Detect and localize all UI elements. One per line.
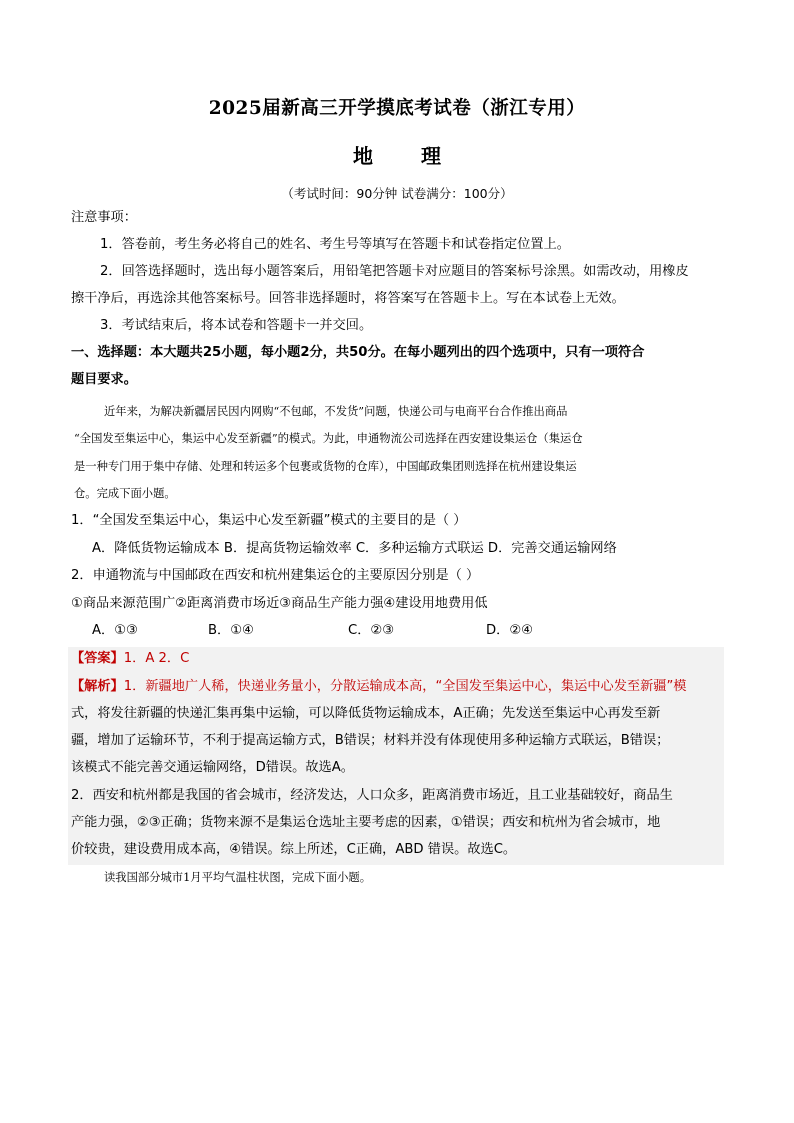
analysis-line-5: 2．西安和杭州都是我国的省会城市，经济发达，人口众多，距离消费市场近，且工业基础较好，商品生	[71, 788, 673, 803]
material-2-line-1: 读我国部分城市1月平均气温柱状图，完成下面小题。	[104, 871, 372, 884]
notes-item-2-line-1: 2．回答选择题时，选出每小题答案后，用铅笔把答题卡对应题目的答案标号涂黑。如需改动，用橡皮	[100, 264, 689, 279]
question-1-options: A．降低货物运输成本 B．提高货物运输效率 C．多种运输方式联运 D．完善交通运输网络	[92, 541, 617, 556]
question-2-statements: ①商品来源范围广②距离消费市场近③商品生产能力强④建设用地费用低	[71, 596, 488, 611]
analysis-label: 【解析】	[71, 679, 124, 694]
question-2-option-d: D．②④	[486, 623, 533, 638]
subject-title	[0, 140, 794, 169]
material-1-line-4: 仓。完成下面小题。	[74, 487, 176, 500]
answer-label: 【答案】	[71, 651, 124, 666]
analysis-line-6: 产能力强，②③正确；货物来源不是集运仓选址主要考虑的因素，①错误；西安和杭州为省会城市，地	[71, 815, 661, 830]
material-1-line-1: 近年来，为解决新疆居民因内网购“不包邮，不发货”问题，快递公司与电商平台合作推出商品	[104, 405, 568, 418]
analysis-line-3: 疆，增加了运输环节，不利于提高运输方式，B错误；材料并没有体现使用多种运输方式联运，B错误；	[71, 733, 670, 748]
analysis-text-1: 1．新疆地广人稀，快递业务量小，分散运输成本高，“全国发至集运中心，集运中心发至新疆”模	[123, 679, 687, 694]
notes-heading: 注意事项：	[71, 210, 137, 225]
analysis-line-4: 该模式不能完善交通运输网络，D错误。故选A。	[71, 760, 354, 775]
question-2-option-c: C．②③	[348, 623, 395, 638]
question-2-option-a: A．①③	[92, 623, 138, 638]
section-1-heading-line-1: 一、选择题：本大题共25小题，每小题2分，共50分。在每小题列出的四个选项中，只有一项符合	[71, 345, 645, 360]
question-1-stem: 1．“全国发至集运中心，集运中心发至新疆”模式的主要目的是（ ）	[71, 513, 467, 528]
exam-title: 2025届新高三开学摸底考试卷（浙江专用）	[208, 98, 586, 119]
section-1-heading-line-2: 题目要求。	[71, 372, 137, 387]
analysis-line-7: 价较贵，建设费用成本高，④错误。综上所述，C正确，ABD 错误。故选C。	[71, 842, 517, 857]
notes-item-1: 1．答卷前，考生务必将自己的姓名、考生号等填写在答题卡和试卷指定位置上。	[100, 237, 570, 252]
answer-line	[71, 650, 189, 668]
notes-item-2-line-2: 擦干净后，再选涂其他答案标号。回答非选择题时，将答案写在答题卡上。写在本试卷上无效。	[71, 291, 625, 306]
material-1-line-3: 是一种专门用于集中存储、处理和转运多个包裹或货物的仓库），中国邮政集团则选择在杭州建设集运	[74, 460, 577, 473]
subject-char-1: 地	[353, 144, 373, 168]
analysis-line-2: 式，将发往新疆的快递汇集再集中运输，可以降低货物运输成本，A正确；先发送至集运中心再发至新	[71, 706, 661, 721]
notes-item-3: 3．考试结束后，将本试卷和答题卡一并交回。	[100, 318, 373, 333]
subject-char-2: 理	[421, 144, 441, 168]
question-2-option-b: B．①④	[208, 623, 254, 638]
analysis-line-1	[71, 678, 687, 696]
exam-time-info: （考试时间：90分钟 试卷满分：100分）	[281, 186, 513, 201]
answer-text: 1．A 2．C	[123, 651, 190, 666]
material-1-line-2: “全国发至集运中心，集运中心发至新疆”的模式。为此，申通物流公司选择在西安建设集运仓（集运仓	[74, 432, 583, 445]
question-2-stem: 2．申通物流与中国邮政在西安和杭州建集运仓的主要原因分别是（ ）	[71, 568, 480, 583]
